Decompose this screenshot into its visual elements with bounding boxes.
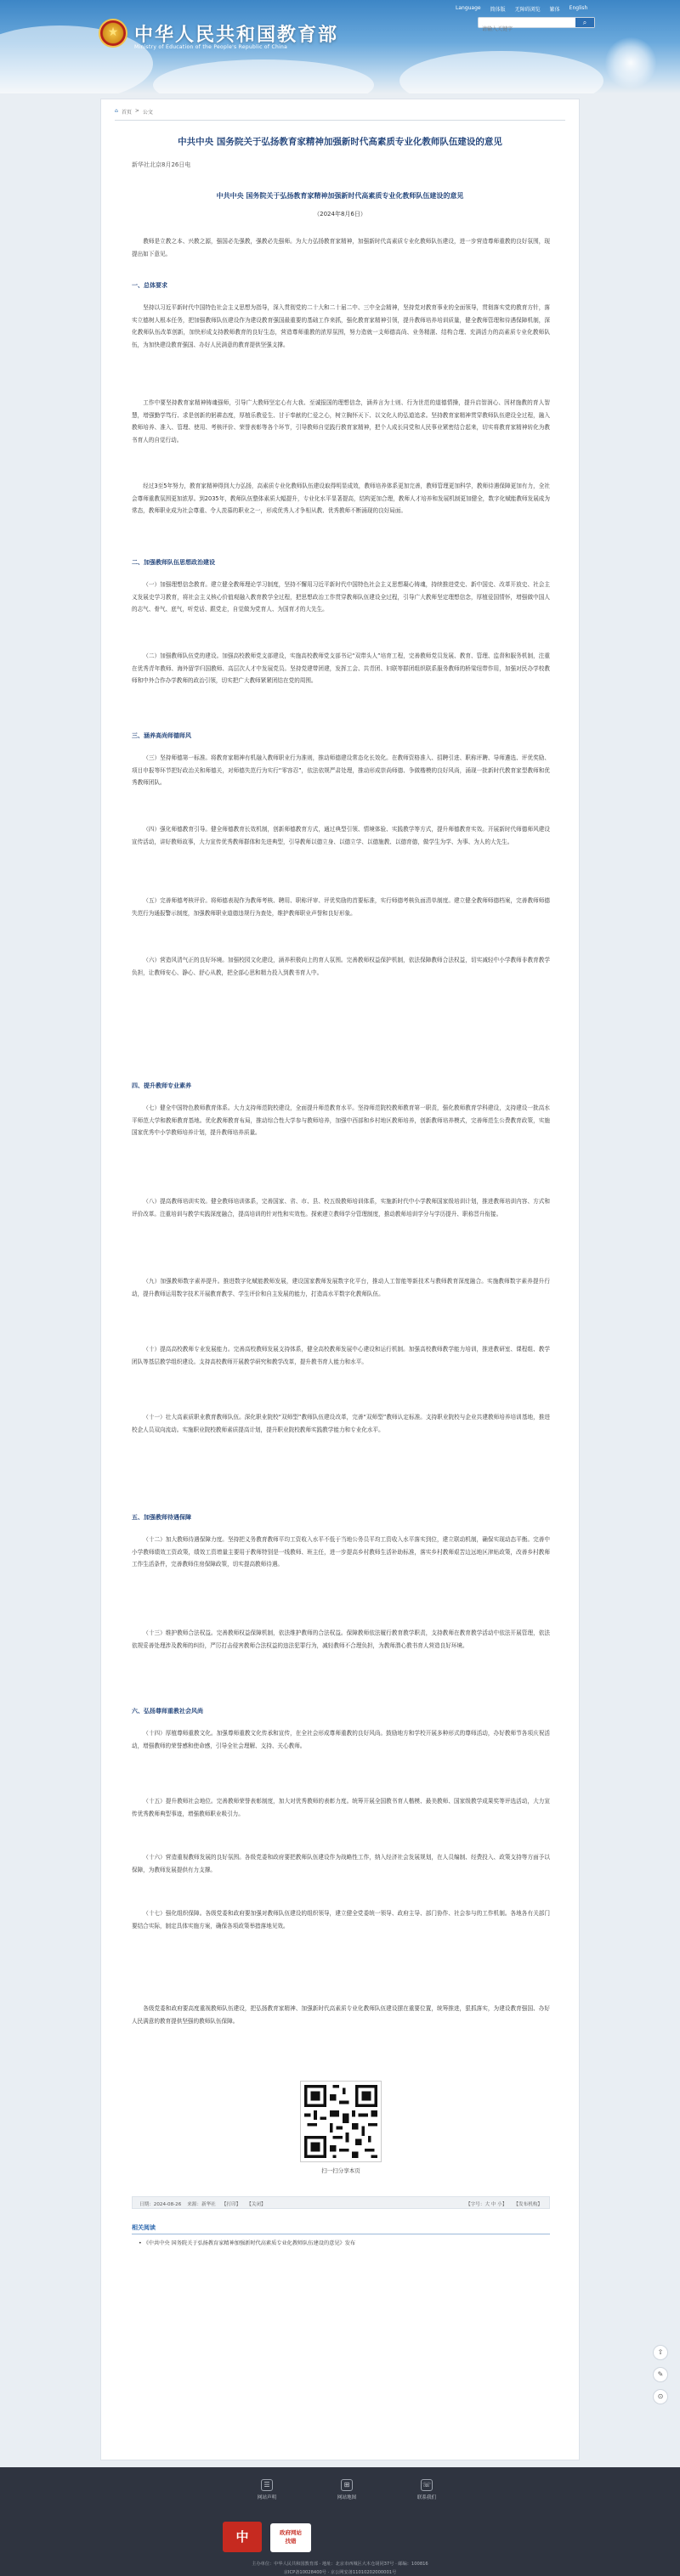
footer-nav-sitemap[interactable] [330, 2479, 364, 2500]
paragraph: （十六）营造重视教师发展的良好氛围。各级党委和政府要把教师队伍建设作为战略性工作，纳入经济社会发展规划，在人员编制、经费投入、政策支持等方面予以保障，为教师发展提供有力支撑。 [132, 1854, 550, 1873]
document-title: 中共中央 国务院关于弘扬教育家精神加强新时代高素质专业化教师队伍建设的意见 [216, 192, 464, 200]
dandelion-decoration [605, 37, 656, 88]
section-heading: 六、弘扬尊师重教社会风尚 [132, 1708, 203, 1715]
paragraph: （二）加强教师队伍党的建设。加强高校教师党支部建设，实施高校教师党支部书记“双带头人”培育工程，完善教师党员发展、教育、管理、监督和服务机制，注重在优秀青年教师、海外留学归国教师、高层次人才中发展党员。坚持党建带团建，发挥工会、共青团、妇联等群团组织联系服务教师的桥梁纽带作用，加强对民办学校教师和中外合作办学教师的政治引领，切实把广大教师紧紧团结在党的周围。 [132, 652, 550, 685]
footer-nav-label: 网站声明 [257, 2495, 277, 2500]
paragraph: 各级党委和政府要高度重视教师队伍建设，把弘扬教育家精神、加强新时代高素质专业化教师队伍建设摆在重要位置，统筹推进，狠抓落实，为建设教育强国、办好人民满意的教育提供坚强的教师队伍保障。 [132, 2005, 550, 2025]
cloud-decoration [153, 59, 374, 93]
top-links [456, 5, 587, 13]
paragraph: （五）完善师德考核评价。将师德表现作为教师考核、聘用、职称评审、评优奖励的首要标准，实行师德考核负面清单制度。建立健全教师师德档案，完善教师师德失范行为通报警示制度，加强教师职业道德违规行为查处，维护教师职业声誉和良好形象。 [132, 897, 550, 917]
site-footer [0, 2467, 680, 2576]
font-size-control[interactable]: 【字号：大 中 小】 [466, 2202, 507, 2207]
top-link-language[interactable]: Language [456, 5, 481, 11]
top-link-english[interactable]: English [569, 5, 588, 11]
top-link-accessibility[interactable]: 无障碍浏览 [514, 7, 541, 13]
section-heading: 三、涵养高尚师德师风 [132, 732, 191, 739]
article-info-bar [132, 2196, 550, 2209]
national-emblem-logo[interactable] [99, 19, 128, 48]
site-header [0, 0, 680, 93]
top-link-traditional[interactable]: 繁体 [549, 7, 560, 13]
footer-nav-label: 联系我们 [416, 2495, 437, 2500]
article-title: 中共中央 国务院关于弘扬教育家精神加强新时代高素质专业化教师队伍建设的意见 [178, 137, 502, 147]
close-link[interactable]: 【关闭】 [246, 2202, 266, 2207]
cloud-decoration [400, 51, 604, 93]
paragraph: （十五）提升教师社会地位。完善教师荣誉表彰制度，加大对优秀教师的表彰力度。统筹开展全国教书育人楷模、最美教师、国家级教学成果奖等评选活动，大力宣传优秀教师典型事迹，增强教师职业吸引力。 [132, 1798, 550, 1817]
paragraph: （十三）维护教师合法权益。完善教师权益保障机制，依法维护教师的合法权益。保障教师依法履行教育教学职责，支持教师在教育教学活动中依法开展管理，依法依规妥善处理涉及教师的纠纷，严厉打击侵害教师合法权益的违法犯罪行为，减轻教师不合理负担，为教师潜心教书育人营造良好环境。 [132, 1630, 550, 1649]
paragraph: （三）坚持师德第一标准。将教育家精神有机融入教师职业行为准则，推动师德建设常态化长效化。在教师资格准入、招聘引进、职称评聘、导师遴选、评优奖励、项目申报等环节把好政治关和师德关，对师德失范行为实行“零容忍”，依法依规严肃处理，推动形成崇尚师德、争做楷模的良好风尚，涌现一批新时代教育家型教师和优秀教师团队。 [132, 754, 550, 787]
paragraph: （十七）强化组织保障。各级党委和政府要加强对教师队伍建设的组织领导，建立健全党委统一领导、政府主导、部门协作、社会参与的工作机制。各地各有关部门要结合实际，制定具体实施方案，确保各项政策举措落地见效。 [132, 1910, 550, 1929]
phone-icon: ☏ [421, 2479, 433, 2491]
article-source: 新华社北京8月26日电 [132, 161, 191, 168]
magnifier-icon: ⌕ [582, 19, 587, 26]
paragraph: （七）健全中国特色教师教育体系。大力支持师范院校建设，全面提升师范教育水平。坚持师范院校教师教育第一职责，强化教师教育学科建设，支持建设一批高水平师范大学和教师教育基地。优化教师教育布局，推动综合性大学参与教师培养，加强中西部和乡村地区教师培养，创新教师培养模式，完善师范生公费教育政策，实施国家优秀中小学教师培养计划，提升教师培养质量。 [132, 1104, 550, 1137]
breadcrumb-separator: > [134, 108, 139, 114]
accessibility-icon[interactable]: ⊙ [653, 2389, 668, 2404]
article-card [100, 99, 580, 2460]
paragraph: 工作中要坚持教育家精神铸魂强师，引导广大教师坚定心有大我、至诚报国的理想信念，涵养言为士则、行为世范的道德情操，提升启智润心、因材施教的育人智慧，增强勤学笃行、求是创新的躬耕态度，厚植乐教爱生、甘于奉献的仁爱之心，树立胸怀天下、以文化人的弘道追求。坚持教育家精神贯穿教师队伍建设全过程，融入教师培养、准入、管理、使用、考核评价、荣誉表彰等各个环节，引导教师自觉践行教育家精神，把个人成长同党和人民事业紧密结合起来，切实将教育家精神转化为教书育人的自觉行动。 [132, 399, 550, 443]
paragraph: （一）加强理想信念教育。建立健全教师理论学习制度，坚持不懈用习近平新时代中国特色社会主义思想凝心铸魂，持续推进党史、新中国史、改革开放史、社会主义发展史学习教育，将社会主义核心价值观融入教育教学全过程，把思想政治工作贯穿教师队伍建设全过程，引导广大教师坚定理想信念，厚植爱国情怀，增强做中国人的志气、骨气、底气，听党话、跟党走，自觉做为党育人、为国育才的大先生。 [132, 581, 550, 613]
search-input[interactable] [479, 25, 574, 34]
back-to-top-icon[interactable]: ⇧ [653, 2345, 668, 2360]
section-heading: 二、加强教师队伍思想政治建设 [132, 559, 215, 566]
paragraph: （十）提高高校教师专业发展能力。完善高校教师发展支持体系，健全高校教师发展中心建设和运行机制。加强高校教师教学能力培训，推进教研室、课程组、教学团队等基层教学组织建设。支持高校教师开展教学研究和教学改革，提升教书育人能力和水平。 [132, 1346, 550, 1365]
article-source-label: 来源：新华社 [187, 2202, 216, 2207]
cloud-decoration [0, 25, 153, 93]
footer-icp-info: 京ICP备10028400号 · 京公网安备11010202000001号 [283, 2570, 397, 2575]
related-reading-title: 相关阅读 [132, 2224, 156, 2231]
feedback-icon[interactable]: ✎ [653, 2367, 668, 2382]
related-link[interactable]: • 《中共中央 国务院关于弘扬教育家精神加强新时代高素质专业化教师队伍建设的意见》发布 [139, 2240, 356, 2246]
footer-sponsor-info: 主办单位：中华人民共和国教育部 · 地址：北京市西城区大木仓胡同37号 · 邮编：100816 [252, 2562, 428, 2567]
paragraph: 经过3至5年努力，教育家精神得到大力弘扬，高素质专业化教师队伍建设取得明显成效，教师培养体系更加完善，教师管理更加科学，教师待遇保障更加有力，全社会尊师重教氛围更加浓厚。到2035年，教师队伍整体素质大幅提升，专业化水平显著提高，结构更加合理，教师人才培养和发展机制更加健全，数字化赋能教师发展成为常态，教师职业成为社会尊重、令人羡慕的职业之一，形成优秀人才争相从教、优秀教师不断涌现的良好局面。 [132, 483, 550, 515]
search-button[interactable] [575, 18, 594, 27]
paragraph: （十一）壮大高素质职业教育教师队伍。深化职业院校“双师型”教师队伍建设改革，完善“双师型”教师认定标准。支持职业院校与企业共建教师培养培训基地，推进校企人员双向流动。实施职业院校教师素质提高计划，提升职业院校教师实践教学能力和专业化水平。 [132, 1414, 550, 1433]
divider [115, 120, 565, 121]
sitemap-icon: ⊞ [341, 2479, 353, 2491]
breadcrumb-home[interactable]: 首页 [121, 110, 132, 116]
paragraph: （九）加强教师数字素养提升。推进数字化赋能教师发展，建设国家教师发展数字化平台，推动人工智能等新技术与教师教育深度融合。实施教师数字素养提升行动，提升教师运用数字技术开展教育教学、学生评价和自主发展的能力，打造高水平数字化教师队伍。 [132, 1278, 550, 1297]
site-subtitle: Ministry of Education of the People's Republic of China [134, 44, 288, 50]
paragraph: （四）强化师德教育引导。健全师德教育长效机制，创新师德教育方式，通过典型引领、情境体验、实践教学等方式，提升师德教育实效。开展新时代师德师风建设宣传活动，讲好教师故事，大力宣传优秀教师群体和先进典型，引导教师以德立身、以德立学、以德施教、以德育德，做学生为学、为事、为人的大先生。 [132, 826, 550, 845]
section-heading: 五、加强教师待遇保障 [132, 1514, 191, 1521]
breadcrumb [115, 108, 153, 116]
qr-code [300, 2081, 382, 2162]
search-box [478, 17, 595, 28]
section-heading: 一、总体要求 [132, 282, 167, 289]
home-icon[interactable]: ⌂ [115, 108, 118, 114]
party-gov-badge[interactable]: 中 [223, 2522, 262, 2552]
breadcrumb-current[interactable]: 公文 [142, 110, 153, 116]
article-date: 日期：2024-08-26 [139, 2202, 182, 2207]
paragraph: 坚持以习近平新时代中国特色社会主义思想为指导，深入贯彻党的二十大和二十届二中、三中全会精神，坚持党对教育事业的全面领导，贯彻落实党的教育方针，落实立德树人根本任务，把加强教师队伍建设作为建设教育强国最重要的基础工作来抓，强化教育家精神引领，提升教师培养培训质量，健全教师管理和待遇保障机制，深化教师队伍改革创新，加快形成支持教师教育的良好生态，营造尊师重教的浓厚氛围，努力造就一支师德高尚、业务精湛、结构合理、充满活力的高素质专业化教师队伍，为加快建设教育强国、办好人民满意的教育提供坚强支撑。 [132, 304, 550, 348]
publisher-link[interactable]: 【发布机构】 [513, 2202, 542, 2207]
footer-nav-contact[interactable] [410, 2479, 444, 2500]
site-title[interactable]: 中华人民共和国教育部 [134, 24, 339, 46]
section-heading: 四、提升教师专业素养 [132, 1082, 191, 1089]
paragraph: 教师是立教之本、兴教之源，强国必先强教，强教必先强师。为大力弘扬教育家精神，加强新时代高素质专业化教师队伍建设，进一步营造尊师重教的良好氛围，现提出如下意见。 [132, 238, 550, 257]
paragraph: （八）提高教师培训实效。健全教师培训体系，完善国家、省、市、县、校五级教师培训体系，实施新时代中小学教师国家级培训计划，推进教师培训内容、方式和评价改革。注重培训与教学实践深度融合，提高培训的针对性和实效性。探索建立教师学分管理制度，推动教师培训学分与学历提升、职称晋升衔接。 [132, 1198, 550, 1217]
print-link[interactable]: 【打印】 [221, 2202, 241, 2207]
top-link-simplified[interactable]: 简体版 [490, 7, 506, 13]
document-icon: ☰ [261, 2479, 273, 2491]
footer-nav-label: 网站地图 [337, 2495, 357, 2500]
paragraph: （十四）厚植尊师重教文化。加强尊师重教文化传承和宣传，在全社会形成尊师重教的良好风尚。鼓励地方和学校开展多种形式的尊师活动，办好教师节各项庆祝活动，增强教师的荣誉感和使命感，引导全社会理解、支持、关心教师。 [132, 1730, 550, 1749]
footer-nav-statement[interactable] [250, 2479, 284, 2500]
paragraph: （十二）加大教师待遇保障力度。坚持把义务教育教师平均工资收入水平不低于当地公务员平均工资收入水平落实到位，建立联动机制，确保实现动态平衡。完善中小学教师绩效工资政策，绩效工资增量主要用于教师特别是一线教师、班主任，进一步提高乡村教师生活补助标准，落实乡村教师艰苦边远地区津贴政策，改善乡村教师工作生活条件，完善教师住房保障政策，切实提高教师待遇。 [132, 1536, 550, 1568]
paragraph: （六）营造风清气正的良好环境。加强校园文化建设，涵养积极向上的育人氛围。完善教师权益保护机制，依法保障教师合法权益，切实减轻中小学教师非教育教学负担，让教师安心、静心、舒心从教，把全部心思和精力投入到教书育人中。 [132, 957, 550, 976]
document-date: （2024年8月6日） [314, 211, 366, 217]
gov-website-error-badge[interactable]: 政府网站 找错 [270, 2523, 311, 2552]
footer-nav [250, 2479, 444, 2500]
qr-caption: 扫一扫分享本页 [321, 2167, 360, 2174]
